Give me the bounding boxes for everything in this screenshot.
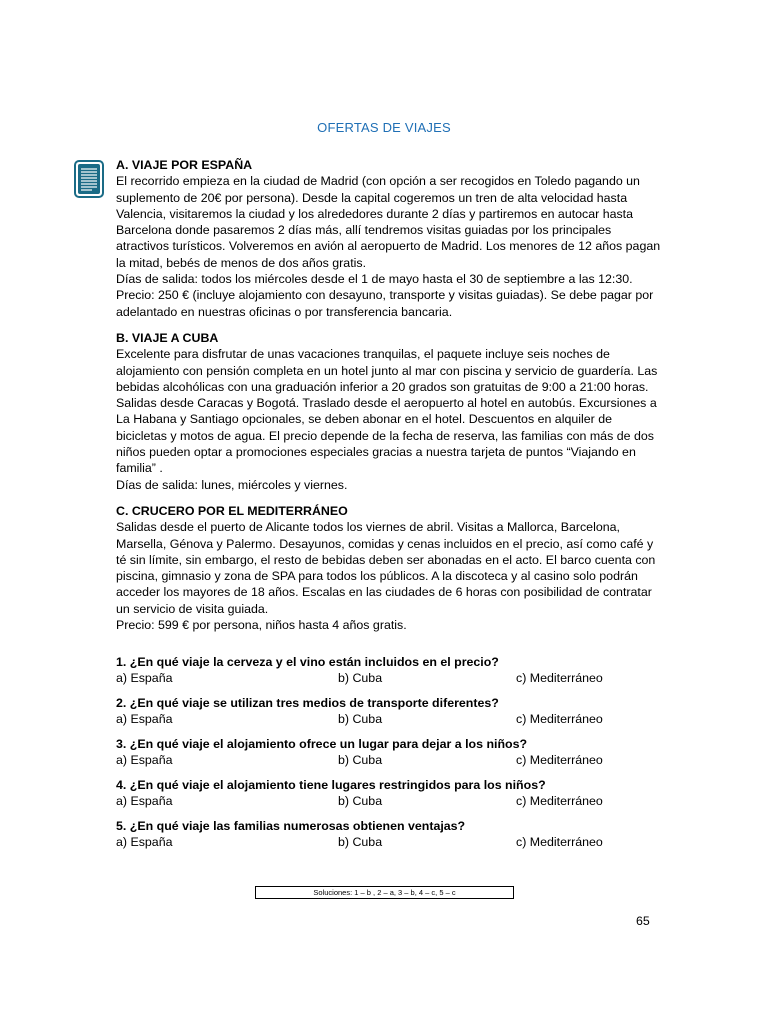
answer-options — [116, 670, 661, 686]
question-item — [116, 695, 661, 727]
option-a: a) España — [116, 753, 173, 767]
section-spain — [116, 157, 661, 320]
option-b: b) Cuba — [338, 712, 383, 726]
option-a: a) España — [116, 671, 173, 685]
solutions-box: Soluciones: 1 – b , 2 – a, 3 – b, 4 – c, 5 – c — [255, 886, 514, 899]
section-paragraph: Precio: 250 € (incluye alojamiento con desayuno, transporte y visitas guiadas). Se debe pagar por adelantado en nuestras oficinas o por transferencia bancaria. — [116, 288, 654, 319]
section-cuba — [116, 330, 661, 493]
question-text: 1. ¿En qué viaje la cerveza y el vino están incluidos en el precio? — [116, 655, 499, 669]
option-b: b) Cuba — [338, 794, 383, 808]
answer-options — [116, 711, 661, 727]
answer-options — [116, 793, 661, 809]
questions-list — [116, 654, 661, 859]
section-heading: C. CRUCERO POR EL MEDITERRÁNEO — [116, 503, 348, 518]
option-c: c) Mediterráneo — [516, 712, 603, 726]
section-paragraph: El recorrido empieza en la ciudad de Madrid (con opción a ser recogidos en Toledo pagando un suplemento de 20€ por persona). Desde la capital cogeremos un tren de alta velocidad hasta Valencia, visitaremos la ciudad y los alrededores durante 2 días y partiremos en autocar hasta Barcelona donde pasaremos 2 días más, allí tendremos visitas guiadas por los principales atractivos turísticos. Volveremos en avión al aeropuerto de Madrid. Los menores de 12 años pagan la mitad, bebés de menos de dos años gratis. — [116, 174, 661, 270]
option-a: a) España — [116, 835, 173, 849]
section-paragraph: Excelente para disfrutar de unas vacaciones tranquilas, el paquete incluye seis noches de alojamiento con pensión completa en un hotel junto al mar con piscina y servicio de guardería. Las bebidas alcohólicas con una graduación inferior a 20 grados son gratuitas de 9:00 a 21:00 horas. Salidas desde Caracas y Bogotá. Traslado desde el aeropuerto al hotel en autobús. Excursiones a La Habana y Santiago opcionales, se deben abonar en el hotel. Descuentos en alquiler de bicicletas y motos de agua. El precio depende de la fecha de reserva, las familias con más de dos niños pueden optar a promociones especiales gracias a nuestra tarjeta de puntos “Viajando en familia” . — [116, 347, 658, 476]
section-paragraph: Salidas desde el puerto de Alicante todos los viernes de abril. Visitas a Mallorca, Barcelona, Marsella, Génova y Palermo. Desayunos, comidas y cenas incluidos en el precio, así como café y té sin límite, sin embargo, el resto de bebidas deben ser abonadas en el acto. El barco cuenta con piscina, gimnasio y zona de SPA para todos los públicos. A la discoteca y al casino solo podrán acceder los mayores de 18 años. Escalas en las ciudades de 6 horas con posibilidad de contratar un servicio de visita guiada. — [116, 520, 656, 616]
section-heading: A. VIAJE POR ESPAÑA — [116, 158, 253, 172]
question-text: 3. ¿En qué viaje el alojamiento ofrece un lugar para dejar a los niños? — [116, 737, 528, 751]
option-b: b) Cuba — [338, 835, 383, 849]
section-paragraph: Días de salida: todos los miércoles desde el 1 de mayo hasta el 30 de septiembre a las 12:30. — [116, 272, 633, 287]
section-paragraph: Días de salida: lunes, miércoles y viernes. — [116, 477, 348, 492]
option-b: b) Cuba — [338, 753, 383, 767]
option-a: a) España — [116, 712, 173, 726]
section-cruise — [116, 503, 661, 633]
option-c: c) Mediterráneo — [516, 835, 603, 849]
question-item — [116, 736, 661, 768]
question-item — [116, 777, 661, 809]
option-c: c) Mediterráneo — [516, 753, 603, 767]
question-text: 5. ¿En qué viaje las familias numerosas obtienen ventajas? — [116, 819, 466, 833]
document-icon — [74, 160, 104, 198]
section-paragraph: Precio: 599 € por persona, niños hasta 4 años gratis. — [116, 618, 407, 633]
option-c: c) Mediterráneo — [516, 671, 603, 685]
question-text: 2. ¿En qué viaje se utilizan tres medios de transporte diferentes? — [116, 696, 499, 710]
answer-options — [116, 834, 661, 850]
option-b: b) Cuba — [338, 671, 383, 685]
offers-text — [116, 157, 661, 643]
section-heading: B. VIAJE A CUBA — [116, 330, 219, 345]
option-c: c) Mediterráneo — [516, 794, 603, 808]
question-item — [116, 654, 661, 686]
question-text: 4. ¿En qué viaje el alojamiento tiene lugares restringidos para los niños? — [116, 778, 546, 792]
answer-options — [116, 752, 661, 768]
page-number: 65 — [636, 914, 650, 928]
option-a: a) España — [116, 794, 173, 808]
page-title: OFERTAS DE VIAJES — [317, 120, 451, 135]
question-item — [116, 818, 661, 850]
